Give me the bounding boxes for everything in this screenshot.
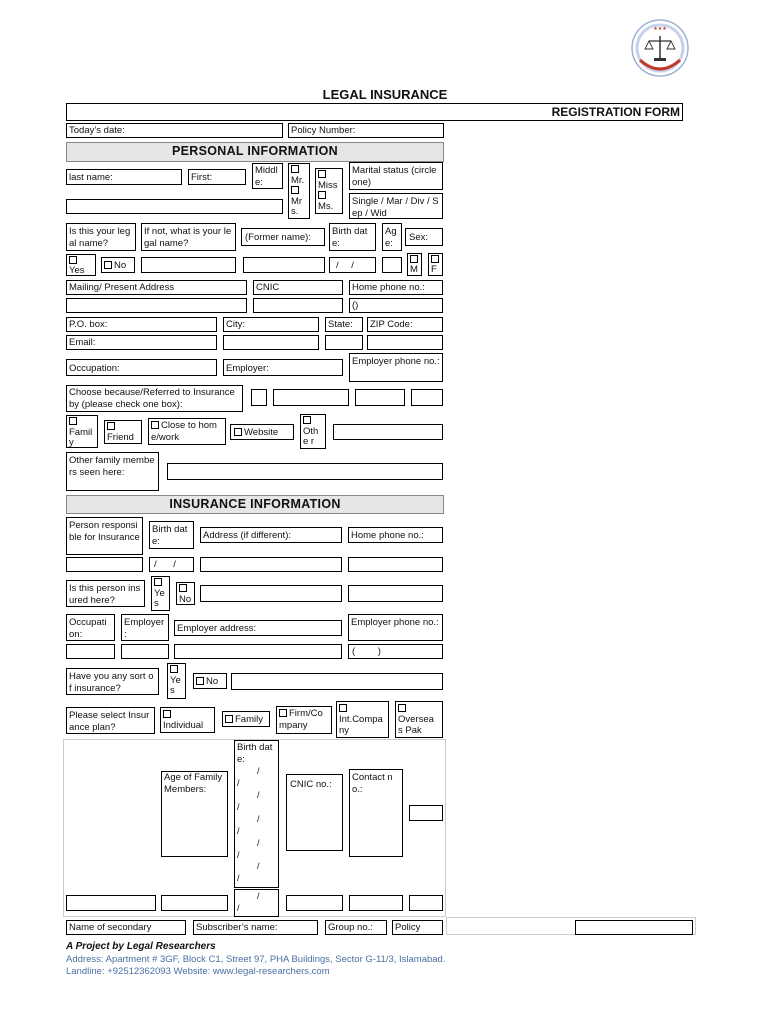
- ins-birth-date-label: [149, 521, 194, 549]
- miss-label: Miss: [318, 179, 338, 191]
- secondary-name-label: Name of secondary: [69, 922, 152, 933]
- firm-label: Firm/Co mpany: [279, 708, 323, 731]
- former-name-input[interactable]: [243, 257, 325, 273]
- any-insurance-yes-checkbox[interactable]: [170, 665, 178, 673]
- former-name-label: [241, 228, 325, 246]
- male-checkbox[interactable]: [410, 255, 418, 263]
- referral-family-option[interactable]: [66, 415, 98, 448]
- insured-yes-label: Ye s: [154, 587, 165, 609]
- ins-employer-phone-paren: ( ): [352, 646, 381, 657]
- female-checkbox[interactable]: [431, 255, 439, 263]
- mr-checkbox[interactable]: [291, 165, 299, 173]
- overseas-checkbox[interactable]: [398, 704, 406, 712]
- intl-label: Int.Compa ny: [339, 714, 383, 736]
- family-cnic-column[interactable]: [286, 774, 343, 851]
- yes-checkbox[interactable]: [69, 256, 77, 264]
- last-name-label: last name:: [69, 172, 113, 183]
- ins-employer-text: Employer :: [124, 617, 165, 640]
- plan-intl-option[interactable]: [336, 701, 389, 738]
- mrs-label: Mr s.: [291, 195, 303, 217]
- subscriber-name-label: Subscriber’s name:: [196, 922, 278, 933]
- first-name-field[interactable]: [188, 169, 246, 185]
- is-insured-label: [66, 580, 145, 607]
- is-insured-input-2[interactable]: [348, 585, 443, 602]
- select-plan-label: [66, 707, 155, 734]
- other-family-label: [66, 452, 159, 491]
- ins-employer-address-text: Employer address:: [177, 623, 257, 634]
- city-label: City:: [226, 319, 245, 330]
- birth-date-input[interactable]: [329, 257, 376, 273]
- family-bottom-input-1[interactable]: [66, 895, 156, 911]
- person-responsible-input[interactable]: [66, 557, 143, 572]
- any-insurance-yes[interactable]: [167, 663, 186, 699]
- birthdate-slashes-4: / /: [237, 838, 260, 860]
- plan-individual-option[interactable]: [160, 707, 215, 733]
- is-insured-input-1[interactable]: [200, 585, 342, 602]
- family-bottom-input-3[interactable]: [286, 895, 343, 911]
- former-name-text: (Former name):: [245, 232, 311, 243]
- family-names-input[interactable]: [66, 740, 156, 857]
- email-extra-input-2[interactable]: [325, 335, 363, 350]
- ins-address-text: Address (if different):: [203, 530, 292, 541]
- referral-input-3[interactable]: [411, 389, 443, 406]
- state-field[interactable]: [325, 317, 363, 332]
- ms-checkbox[interactable]: [318, 191, 326, 199]
- plan-firm-option[interactable]: [276, 706, 332, 734]
- city-field[interactable]: [223, 317, 319, 332]
- po-box-label: P.O. box:: [69, 319, 108, 330]
- ins-address-label: [200, 527, 342, 543]
- svg-text:★★★: ★★★: [653, 26, 667, 32]
- select-plan-text: Please select Insurance plan?: [69, 710, 150, 733]
- close-checkbox[interactable]: [151, 421, 159, 429]
- any-insurance-no-checkbox[interactable]: [196, 677, 204, 685]
- policy-number-label: Policy Number:: [291, 125, 356, 136]
- insured-no-checkbox[interactable]: [179, 584, 187, 592]
- family-label: Famil y: [69, 426, 93, 448]
- ins-home-phone-label: [348, 527, 443, 543]
- referral-other-option[interactable]: [300, 414, 326, 449]
- age-input[interactable]: [382, 257, 402, 273]
- home-phone-paren: (): [352, 300, 359, 311]
- birthdate-slashes-1: / /: [237, 766, 260, 788]
- family-ages-label: Age of Family Members:: [164, 772, 223, 795]
- cnic-input[interactable]: [253, 298, 343, 313]
- mailing-address-text: Mailing/ Present Address: [69, 282, 175, 293]
- person-responsible-text: Person responsible for Insurance: [69, 520, 140, 543]
- overseas-label: Oversea s Pak: [398, 714, 434, 736]
- family-bottom-birthdate[interactable]: / /: [234, 889, 279, 917]
- any-insurance-yes-label: Ye s: [170, 674, 181, 696]
- sex-male-option[interactable]: [407, 253, 422, 276]
- subscriber-name-field[interactable]: [193, 920, 318, 935]
- family-checkbox[interactable]: [69, 417, 77, 425]
- email-extra-input-3[interactable]: [367, 335, 443, 350]
- ins-employer-address-input[interactable]: [174, 644, 342, 659]
- firm-checkbox[interactable]: [279, 709, 287, 717]
- family-extra-input[interactable]: [409, 805, 443, 821]
- marital-status-text: Marital status (circle one): [352, 165, 437, 188]
- referral-check-box[interactable]: [251, 389, 267, 406]
- sex-female-option[interactable]: [428, 253, 443, 276]
- if-not-legal-name-text: If not, what is your legal name?: [144, 226, 232, 249]
- referral-text: Choose because/Referred to Insurance by (please check one box):: [69, 387, 235, 410]
- age-text: Ag e:: [385, 226, 397, 249]
- subtitle-text: REGISTRATION FORM: [551, 105, 680, 119]
- email-extra-input-1[interactable]: [223, 335, 319, 350]
- home-phone-input[interactable]: [349, 298, 443, 313]
- family-bottom-input-4[interactable]: [349, 895, 403, 911]
- intl-checkbox[interactable]: [339, 704, 347, 712]
- referral-other-input[interactable]: [333, 424, 443, 440]
- employer-phone-label: Employer phone no.:: [352, 356, 440, 367]
- other-family-input[interactable]: [167, 463, 443, 480]
- birth-date-text: Birth date:: [332, 226, 368, 249]
- ins-home-phone-text: Home phone no.:: [351, 530, 424, 541]
- full-name-input[interactable]: [66, 199, 283, 214]
- birthdate-slashes-2: / /: [237, 790, 260, 812]
- zip-label: ZIP Code:: [370, 319, 413, 330]
- ins-home-phone-input[interactable]: [348, 557, 443, 572]
- legal-seal-logo: [630, 14, 690, 84]
- ins-employer-address-label: [174, 620, 342, 636]
- group-no-field[interactable]: [325, 920, 387, 935]
- family-cnic-label: CNIC no.:: [290, 779, 332, 790]
- ins-birth-date-slashes: / /: [154, 559, 176, 570]
- legal-name-yes[interactable]: [66, 254, 96, 276]
- ins-birth-date-input[interactable]: [149, 557, 194, 572]
- policy-number-field[interactable]: [288, 123, 444, 138]
- referral-close-option[interactable]: [148, 418, 226, 445]
- insured-no-label: No: [179, 593, 192, 605]
- birthdate-slashes-5: / /: [237, 861, 260, 883]
- ins-occupation-input[interactable]: [66, 644, 115, 659]
- policy-extra-input[interactable]: [575, 920, 693, 935]
- individual-label: Individual: [163, 720, 204, 731]
- state-label: State:: [328, 319, 353, 330]
- if-not-legal-name-label: [141, 223, 236, 251]
- mailing-address-input[interactable]: [66, 298, 247, 313]
- zip-field[interactable]: [367, 317, 443, 332]
- is-insured-text: Is this person insured here?: [69, 583, 141, 606]
- close-label: Close to home/work: [151, 420, 217, 443]
- any-insurance-input[interactable]: [231, 673, 443, 690]
- family-contact-label: Contact no.:: [352, 772, 393, 795]
- first-name-label: First:: [191, 172, 213, 183]
- is-legal-name-label: [66, 223, 136, 251]
- ins-address-input[interactable]: [200, 557, 342, 572]
- ins-employer-phone-label: [348, 614, 443, 641]
- mailing-address-label: [66, 280, 247, 295]
- last-name-field[interactable]: [66, 169, 182, 185]
- cnic-label: [253, 280, 343, 295]
- no-label: No: [114, 260, 127, 271]
- middle-name-label: Middl e:: [255, 165, 278, 188]
- female-label: F: [431, 264, 437, 275]
- employer-label: Employer:: [226, 363, 269, 374]
- age-label: [382, 223, 402, 251]
- website-label: Website: [244, 427, 279, 438]
- birthdate-slashes-3: / /: [237, 814, 260, 836]
- ins-birth-date-text: Birth date:: [152, 524, 188, 547]
- marital-options-text: Single / Mar / Div / Sep / Wid: [352, 196, 439, 219]
- po-box-field[interactable]: [66, 317, 217, 332]
- referral-label: [66, 385, 243, 412]
- footer-project: A Project by Legal Researchers: [66, 941, 216, 952]
- todays-date-label: Today’s date:: [69, 125, 125, 136]
- employer-field[interactable]: [223, 359, 343, 376]
- policy-label: Policy: [395, 922, 421, 933]
- ins-occupation-label: [66, 614, 115, 641]
- family-bottom-input-2[interactable]: [161, 895, 228, 911]
- no-checkbox[interactable]: [104, 261, 112, 269]
- cnic-text: CNIC: [256, 282, 280, 293]
- is-insured-yes[interactable]: [151, 576, 170, 611]
- insured-yes-checkbox[interactable]: [154, 578, 162, 586]
- footer-address: Address: Apartment # 3GF, Block C1, Street 97, PHA Buildings, Sector G-11/3, Islamabad.: [66, 954, 446, 965]
- other-family-text: Other family members seen here:: [69, 455, 155, 478]
- individual-checkbox[interactable]: [163, 710, 171, 718]
- ins-employer-input[interactable]: [121, 644, 169, 659]
- referral-input-2[interactable]: [355, 389, 405, 406]
- is-insured-no[interactable]: [176, 582, 195, 605]
- occupation-field[interactable]: [66, 359, 217, 376]
- secondary-name-field[interactable]: [66, 920, 186, 935]
- group-no-label: Group no.:: [328, 922, 373, 933]
- ins-employer-phone-text: Employer phone no.:: [351, 617, 439, 628]
- ins-occupation-text: Occupati on:: [69, 617, 107, 640]
- yes-label: Yes: [69, 265, 85, 276]
- ins-employer-phone-input[interactable]: [348, 644, 443, 659]
- sex-text: Sex:: [409, 232, 429, 243]
- form-title: LEGAL INSURANCE: [322, 87, 448, 102]
- legal-name-no[interactable]: [101, 257, 135, 273]
- male-label: M: [410, 264, 418, 275]
- insurance-info-band: INSURANCE INFORMATION: [66, 495, 444, 514]
- birth-date-slashes: / /: [336, 260, 354, 271]
- email-field[interactable]: [66, 335, 217, 350]
- birth-date-label: [329, 223, 376, 251]
- todays-date-field[interactable]: [66, 123, 283, 138]
- any-insurance-label: [66, 668, 159, 695]
- policy-field[interactable]: [392, 920, 443, 935]
- mr-label: Mr.: [291, 174, 305, 186]
- referral-friend-option[interactable]: [104, 420, 142, 444]
- ins-employer-label: [121, 614, 169, 641]
- family-plan-checkbox[interactable]: [225, 715, 233, 723]
- any-insurance-text: Have you any sort of insurance?: [69, 671, 154, 694]
- mrs-checkbox[interactable]: [291, 186, 299, 194]
- any-insurance-no-label: No: [206, 676, 219, 687]
- person-responsible-label: [66, 517, 143, 555]
- other-label: Othe r: [303, 425, 319, 447]
- family-contact-column[interactable]: [349, 769, 403, 857]
- footer-landline: Landline: +92512362093 Website: www.legal-researchers.com: [66, 966, 330, 977]
- referral-website-option[interactable]: [230, 424, 294, 440]
- email-label: Email:: [69, 337, 96, 348]
- referral-input-1[interactable]: [273, 389, 349, 406]
- miss-ms-options[interactable]: [315, 168, 343, 214]
- other-checkbox[interactable]: [303, 416, 311, 424]
- personal-info-band: PERSONAL INFORMATION: [66, 142, 444, 162]
- family-bottom-input-5[interactable]: [409, 895, 443, 911]
- ms-label: Ms.: [318, 200, 334, 212]
- sex-label: [405, 228, 443, 246]
- mr-mrs-options[interactable]: [288, 163, 310, 219]
- miss-checkbox[interactable]: [318, 170, 326, 178]
- plan-overseas-option[interactable]: [395, 701, 443, 738]
- plan-family-option[interactable]: [222, 711, 270, 727]
- middle-name-field[interactable]: [252, 163, 283, 189]
- family-plan-label: Family: [235, 714, 263, 725]
- home-phone-text: Home phone no.:: [352, 282, 425, 293]
- website-checkbox[interactable]: [234, 428, 242, 436]
- is-legal-name-text: Is this your legal name?: [69, 226, 131, 249]
- form-subtitle: [66, 103, 683, 121]
- any-insurance-no[interactable]: [193, 673, 227, 689]
- legal-name-input[interactable]: [141, 257, 236, 273]
- friend-checkbox[interactable]: [107, 422, 115, 430]
- occupation-label: Occupation:: [69, 363, 120, 374]
- marital-options[interactable]: [349, 193, 443, 219]
- friend-label: Friend: [107, 431, 134, 443]
- family-birthdates-label: Birth date:: [237, 742, 273, 765]
- marital-status-label: [349, 162, 443, 190]
- home-phone-label: [349, 280, 443, 295]
- employer-phone-field[interactable]: [349, 353, 443, 382]
